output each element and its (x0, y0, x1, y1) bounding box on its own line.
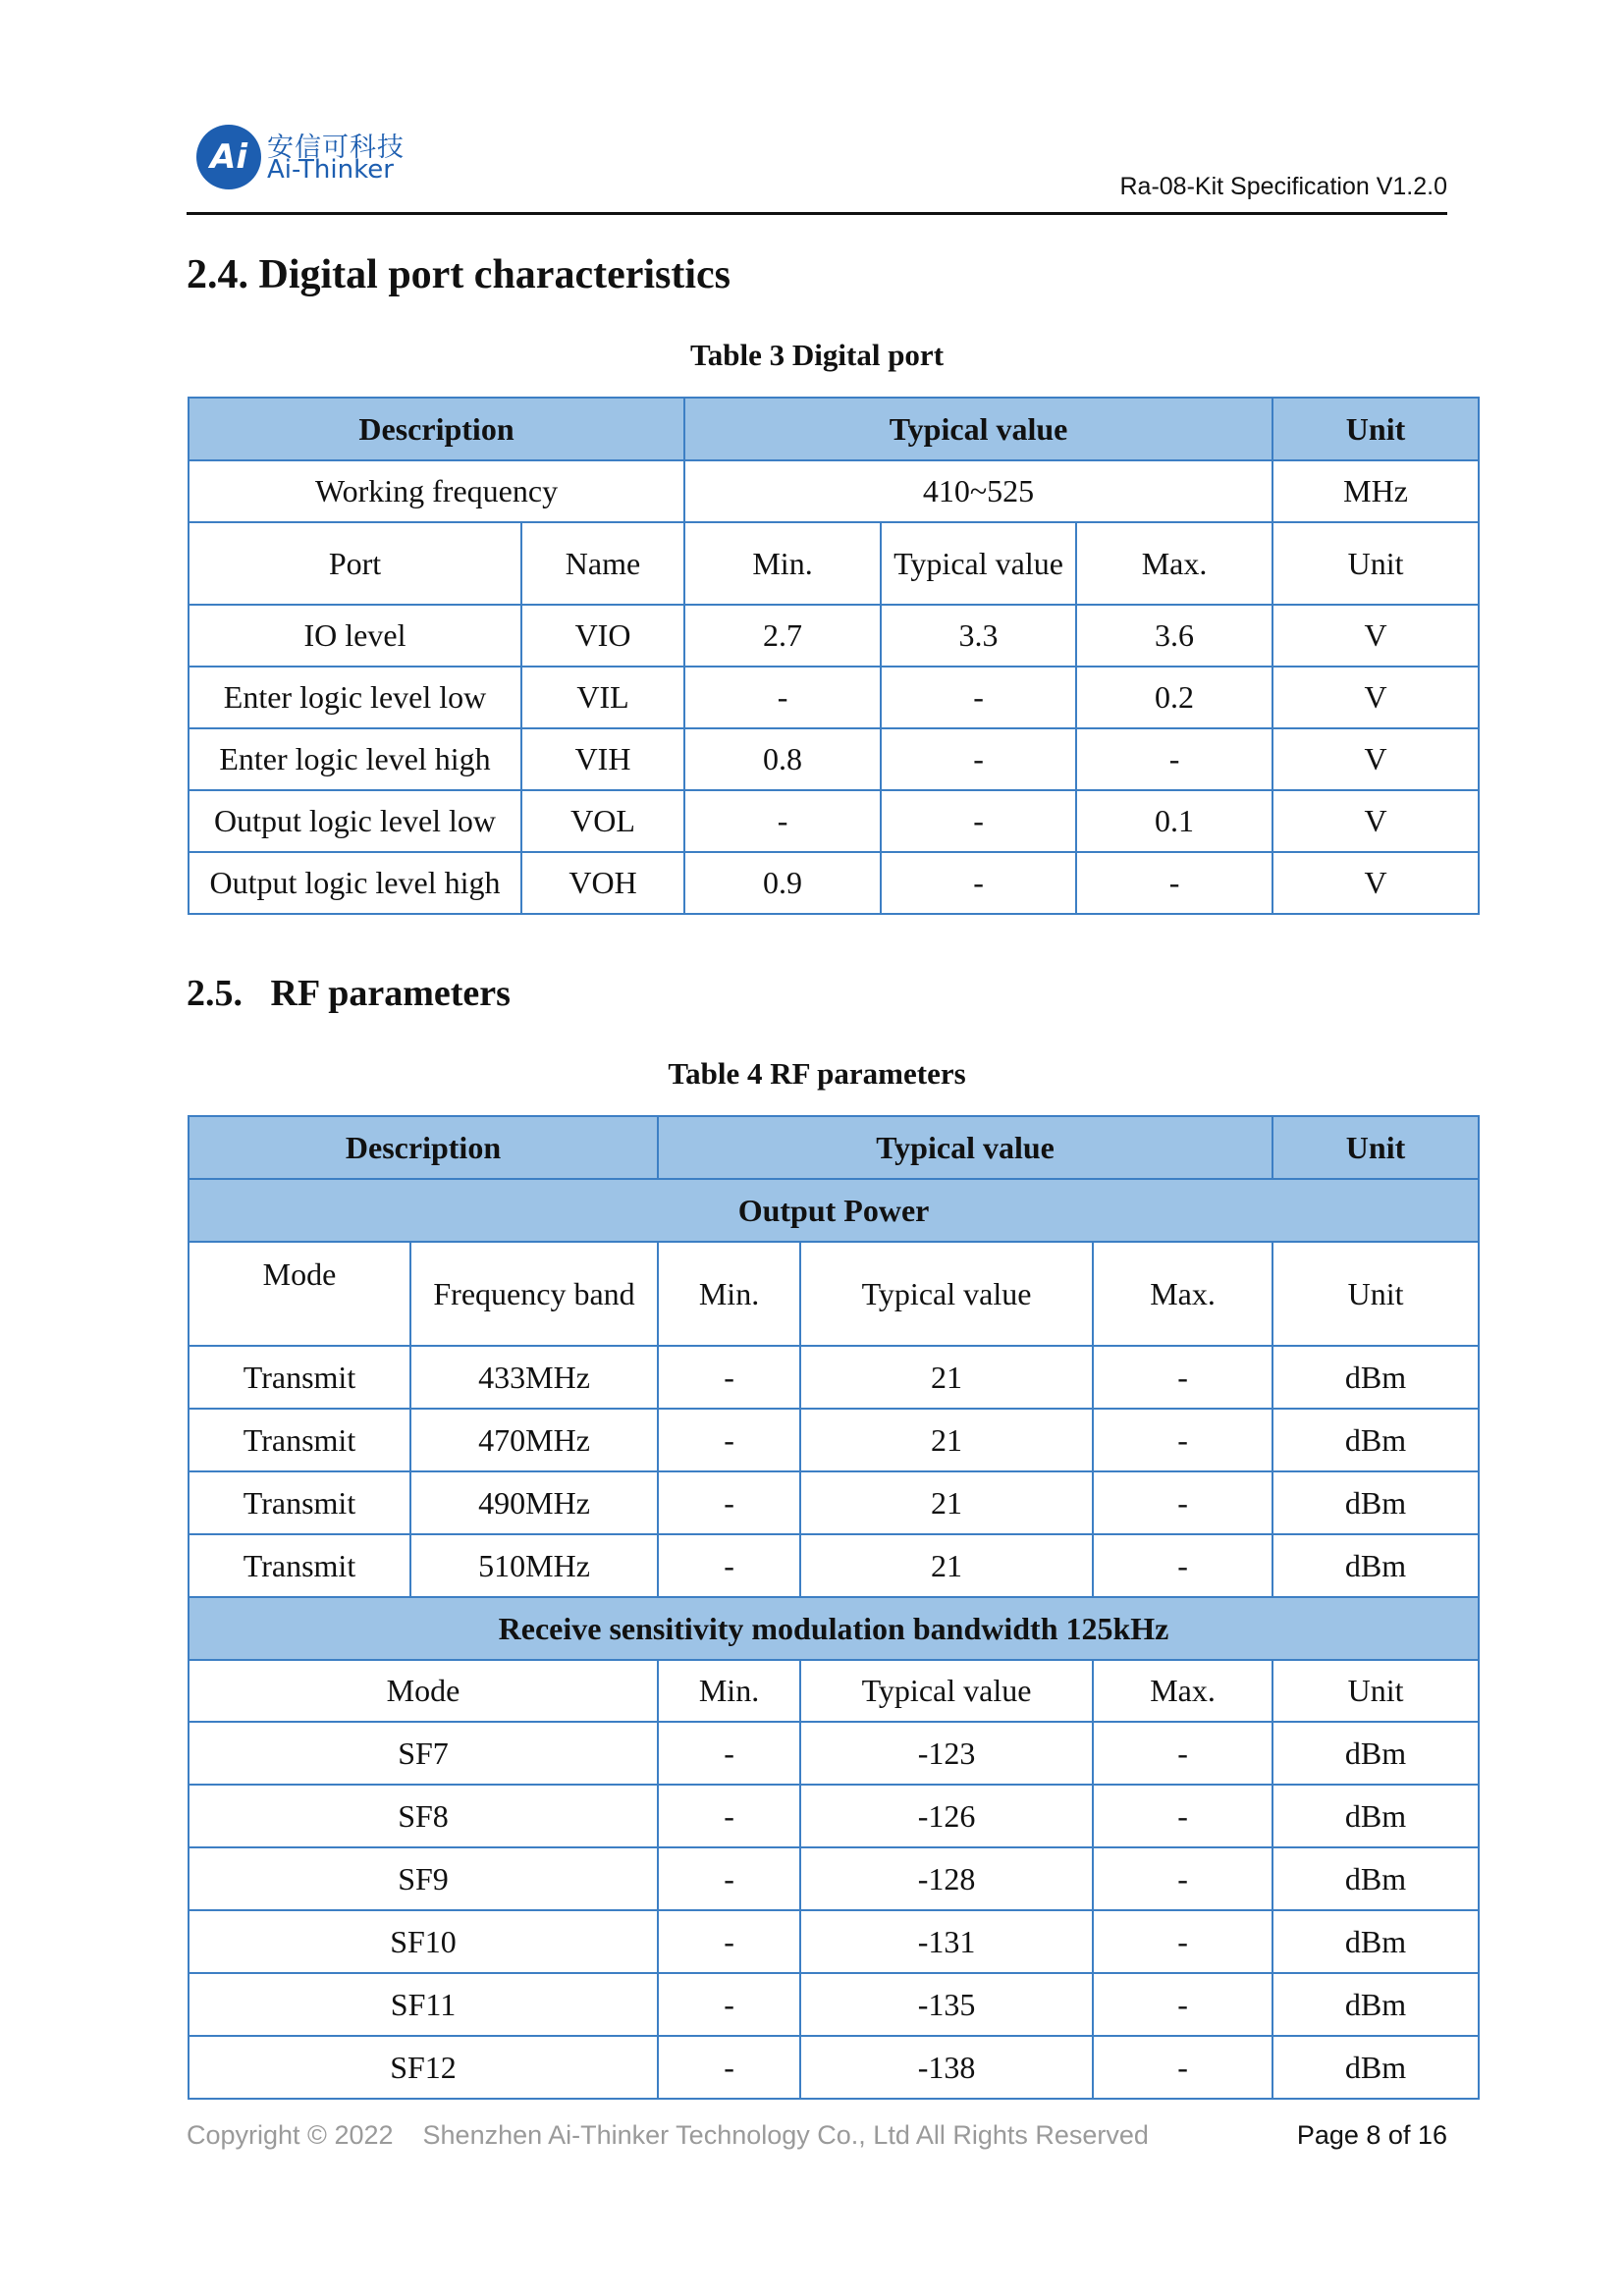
table-row (189, 2036, 1479, 2099)
cell-max: - (1076, 852, 1272, 914)
cell-max: 3.6 (1076, 605, 1272, 667)
footer-page-number: Page 8 of 16 (1296, 2120, 1447, 2150)
cell-port: Output logic level low (189, 790, 521, 852)
table-caption-digital-port: Table 3 Digital port (689, 338, 945, 372)
cell-unit: dBm (1272, 1409, 1479, 1471)
header-description: Description (189, 1116, 658, 1179)
cell-unit: V (1272, 605, 1479, 667)
cell-frequency-band: 433MHz (410, 1346, 658, 1409)
header-unit: Unit (1272, 398, 1479, 460)
header-description: Description (189, 398, 684, 460)
header-divider (187, 212, 1447, 215)
brand-name-chinese: 安信可科技 (267, 133, 405, 163)
subheader-unit: Unit (1272, 1660, 1479, 1722)
cell-unit: V (1272, 667, 1479, 728)
cell-mode: SF11 (189, 1973, 658, 2036)
cell-mode: Transmit (189, 1534, 410, 1597)
cell-unit: dBm (1272, 1471, 1479, 1534)
cell-min: - (658, 1346, 800, 1409)
cell-unit: dBm (1272, 1346, 1479, 1409)
subheader-typical: Typical value (800, 1660, 1093, 1722)
cell-min: 0.9 (684, 852, 881, 914)
cell-unit: dBm (1272, 1722, 1479, 1785)
cell-typical: - (881, 667, 1076, 728)
header-typical-value: Typical value (658, 1116, 1272, 1179)
cell-max: - (1093, 1722, 1272, 1785)
rf-parameters-table (188, 1115, 1480, 2100)
cell-value: 410~525 (684, 460, 1272, 522)
cell-typical: - (881, 852, 1076, 914)
group-row-output-power (189, 1179, 1479, 1242)
cell-max: - (1093, 1346, 1272, 1409)
cell-max: - (1093, 1973, 1272, 2036)
cell-name: VIL (521, 667, 684, 728)
table-subheader-row (189, 1242, 1479, 1346)
cell-mode: SF9 (189, 1847, 658, 1910)
table-row (189, 1910, 1479, 1973)
cell-min: - (658, 1910, 800, 1973)
cell-port: IO level (189, 605, 521, 667)
cell-unit: V (1272, 790, 1479, 852)
table-row (189, 790, 1479, 852)
subheader-min: Min. (658, 1660, 800, 1722)
cell-unit: dBm (1272, 1847, 1479, 1910)
cell-typical: -126 (800, 1785, 1093, 1847)
footer-copyright: Copyright © 2022 Shenzhen Ai-Thinker Technology Co., Ltd All Rights Reserved (187, 2120, 1149, 2150)
table-caption-rf-parameters: Table 4 RF parameters (668, 1056, 966, 1091)
cell-name: VOL (521, 790, 684, 852)
subheader-typical: Typical value (800, 1242, 1093, 1346)
subheader-unit: Unit (1272, 522, 1479, 605)
cell-port: Enter logic level low (189, 667, 521, 728)
cell-min: 0.8 (684, 728, 881, 790)
brand-name-english: Ai-Thinker (267, 155, 394, 185)
cell-typical: -123 (800, 1722, 1093, 1785)
table-row (189, 667, 1479, 728)
cell-typical: 21 (800, 1471, 1093, 1534)
subheader-mode: Mode (189, 1242, 410, 1346)
cell-min: - (658, 1973, 800, 2036)
cell-typical: -131 (800, 1910, 1093, 1973)
cell-mode: SF10 (189, 1910, 658, 1973)
cell-typical: -128 (800, 1847, 1093, 1910)
cell-typical: -135 (800, 1973, 1093, 2036)
cell-min: - (658, 1409, 800, 1471)
cell-name: VIO (521, 605, 684, 667)
cell-label: Working frequency (189, 460, 684, 522)
cell-mode: SF7 (189, 1722, 658, 1785)
section-heading-rf-parameters: 2.5. RF parameters (187, 973, 511, 1014)
subheader-mode: Mode (189, 1660, 658, 1722)
cell-unit: MHz (1272, 460, 1479, 522)
table-row (189, 605, 1479, 667)
cell-min: 2.7 (684, 605, 881, 667)
table-row (189, 1973, 1479, 2036)
subheader-port: Port (189, 522, 521, 605)
cell-mode: Transmit (189, 1409, 410, 1471)
cell-max: - (1093, 1785, 1272, 1847)
cell-max: - (1093, 1910, 1272, 1973)
cell-max: - (1093, 1471, 1272, 1534)
cell-unit: dBm (1272, 1973, 1479, 2036)
cell-max: - (1093, 1409, 1272, 1471)
digital-port-table (188, 397, 1480, 915)
subheader-typical: Typical value (881, 522, 1076, 605)
header-unit: Unit (1272, 1116, 1479, 1179)
cell-unit: V (1272, 852, 1479, 914)
subheader-max: Max. (1093, 1660, 1272, 1722)
subheader-min: Min. (658, 1242, 800, 1346)
subheader-frequency-band: Frequency band (410, 1242, 658, 1346)
cell-max: - (1093, 1534, 1272, 1597)
section-heading-digital-port: 2.4. Digital port characteristics (187, 252, 731, 297)
logo-mark: Ai (210, 137, 247, 177)
cell-name: VOH (521, 852, 684, 914)
cell-min: - (658, 1785, 800, 1847)
cell-max: - (1076, 728, 1272, 790)
table-row (189, 1785, 1479, 1847)
table-header-row (189, 1116, 1479, 1179)
subheader-name: Name (521, 522, 684, 605)
cell-min: - (658, 2036, 800, 2099)
cell-max: 0.1 (1076, 790, 1272, 852)
group-row-receive-sensitivity (189, 1597, 1479, 1660)
company-logo (196, 125, 261, 189)
cell-min: - (658, 1722, 800, 1785)
cell-typical: 3.3 (881, 605, 1076, 667)
cell-min: - (684, 667, 881, 728)
cell-typical: -138 (800, 2036, 1093, 2099)
cell-frequency-band: 510MHz (410, 1534, 658, 1597)
cell-typical: 21 (800, 1409, 1093, 1471)
cell-mode: Transmit (189, 1471, 410, 1534)
cell-typical: - (881, 728, 1076, 790)
cell-min: - (658, 1471, 800, 1534)
cell-frequency-band: 470MHz (410, 1409, 658, 1471)
cell-port: Output logic level high (189, 852, 521, 914)
cell-unit: V (1272, 728, 1479, 790)
cell-max: 0.2 (1076, 667, 1272, 728)
subheader-min: Min. (684, 522, 881, 605)
cell-port: Enter logic level high (189, 728, 521, 790)
subheader-unit: Unit (1272, 1242, 1479, 1346)
table-row (189, 728, 1479, 790)
header-typical-value: Typical value (684, 398, 1272, 460)
cell-typical: 21 (800, 1534, 1093, 1597)
cell-min: - (658, 1534, 800, 1597)
cell-max: - (1093, 2036, 1272, 2099)
cell-mode: SF8 (189, 1785, 658, 1847)
cell-max: - (1093, 1847, 1272, 1910)
subheader-max: Max. (1076, 522, 1272, 605)
table-row (189, 1471, 1479, 1534)
table-row (189, 1346, 1479, 1409)
cell-mode: Transmit (189, 1346, 410, 1409)
cell-unit: dBm (1272, 1534, 1479, 1597)
table-row-working-frequency (189, 460, 1479, 522)
cell-min: - (684, 790, 881, 852)
document-title: Ra-08-Kit Specification V1.2.0 (1119, 173, 1447, 200)
cell-unit: dBm (1272, 1910, 1479, 1973)
table-row (189, 1409, 1479, 1471)
cell-min: - (658, 1847, 800, 1910)
table-row (189, 852, 1479, 914)
cell-unit: dBm (1272, 1785, 1479, 1847)
table-row (189, 1847, 1479, 1910)
cell-frequency-band: 490MHz (410, 1471, 658, 1534)
cell-typical: - (881, 790, 1076, 852)
table-subheader-row (189, 522, 1479, 605)
cell-typical: 21 (800, 1346, 1093, 1409)
cell-name: VIH (521, 728, 684, 790)
cell-mode: SF12 (189, 2036, 658, 2099)
group-title-output-power: Output Power (189, 1179, 1479, 1242)
table-row (189, 1722, 1479, 1785)
subheader-max: Max. (1093, 1242, 1272, 1346)
cell-unit: dBm (1272, 2036, 1479, 2099)
table-row (189, 1534, 1479, 1597)
table-header-row (189, 398, 1479, 460)
table-subheader-row (189, 1660, 1479, 1722)
group-title-receive-sensitivity: Receive sensitivity modulation bandwidth 125kHz (189, 1597, 1479, 1660)
